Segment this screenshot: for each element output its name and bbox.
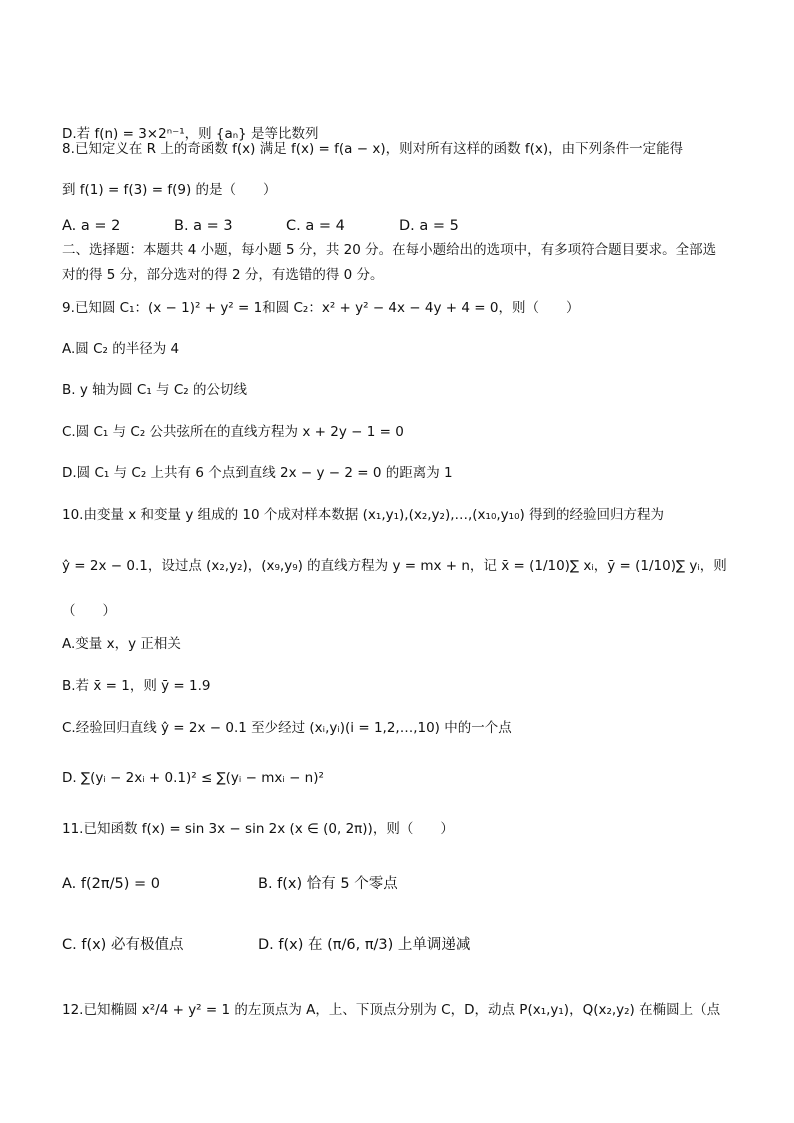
q11-option-c: C. f(x) 必有极值点 [62, 937, 184, 953]
q10-option-b: B.若 x̄ = 1，则 ȳ = 1.9 [62, 678, 211, 694]
q8-option-d: D. a = 5 [399, 218, 459, 234]
q9-option-b: B. y 轴为圆 C₁ 与 C₂ 的公切线 [62, 382, 247, 398]
section-2-heading-line-1: 二、选择题：本题共 4 小题，每小题 5 分，共 20 分。在每小题给出的选项中，有多项符合题目要求。全部选 [62, 242, 717, 258]
q11-option-a: A. f(2π/5) = 0 [62, 876, 160, 892]
q10-option-c: C.经验回归直线 ŷ = 2x − 0.1 至少经过 (xᵢ,yᵢ)(i = 1,2,…,10) 中的一个点 [62, 720, 512, 736]
q10-option-d: D. ∑(yᵢ − 2xᵢ + 0.1)² ≤ ∑(yᵢ − mxᵢ − n)² [62, 770, 324, 786]
q8-option-b: B. a = 3 [174, 218, 233, 234]
q8-option-a: A. a = 2 [62, 218, 121, 234]
q10-stem-line-1: 10.由变量 x 和变量 y 组成的 10 个成对样本数据 (x₁,y₁),(x₂,y₂),…,(x₁₀,y₁₀) 得到的经验回归方程为 [62, 507, 665, 523]
q9-option-c: C.圆 C₁ 与 C₂ 公共弦所在的直线方程为 x + 2y − 1 = 0 [62, 424, 404, 440]
q11-option-b: B. f(x) 恰有 5 个零点 [258, 876, 398, 892]
q10-option-a: A.变量 x，y 正相关 [62, 636, 181, 652]
q10-stem-line-2: ŷ = 2x − 0.1，设过点 (x₂,y₂)，(x₉,y₉) 的直线方程为 y = mx + n，记 x̄ = (1/10)∑ xᵢ，ȳ = (1/10)∑ yᵢ，则 [62, 558, 727, 574]
q10-stem-line-3: （ ） [62, 603, 116, 619]
q12-stem: 12.已知椭圆 x²/4 + y² = 1 的左顶点为 A，上、下顶点分别为 C，D，动点 P(x₁,y₁)，Q(x₂,y₂) 在椭圆上（点 [62, 1002, 721, 1018]
q9-option-a: A.圆 C₂ 的半径为 4 [62, 341, 180, 357]
q8-stem-line-1: 8.已知定义在 R 上的奇函数 f(x) 满足 f(x) = f(a − x)，则对所有这样的函数 f(x)，由下列条件一定能得 [62, 141, 684, 157]
q7-option-d: D.若 f(n) = 3×2ⁿ⁻¹，则 {aₙ} 是等比数列 [62, 126, 319, 142]
q9-option-d: D.圆 C₁ 与 C₂ 上共有 6 个点到直线 2x − y − 2 = 0 的距离为 1 [62, 465, 453, 481]
q8-stem-line-2: 到 f(1) = f(3) = f(9) 的是（ ） [62, 182, 277, 198]
q11-option-d: D. f(x) 在 (π/6, π/3) 上单调递减 [258, 937, 471, 953]
section-2-heading-line-2: 对的得 5 分，部分选对的得 2 分，有选错的得 0 分。 [62, 267, 384, 283]
q8-option-c: C. a = 4 [286, 218, 345, 234]
q9-stem: 9.已知圆 C₁：(x − 1)² + y² = 1和圆 C₂：x² + y² − 4x − 4y + 4 = 0，则（ ） [62, 300, 580, 316]
q11-stem: 11.已知函数 f(x) = sin 3x − sin 2x (x ∈ (0, 2π))，则（ ） [62, 821, 454, 837]
